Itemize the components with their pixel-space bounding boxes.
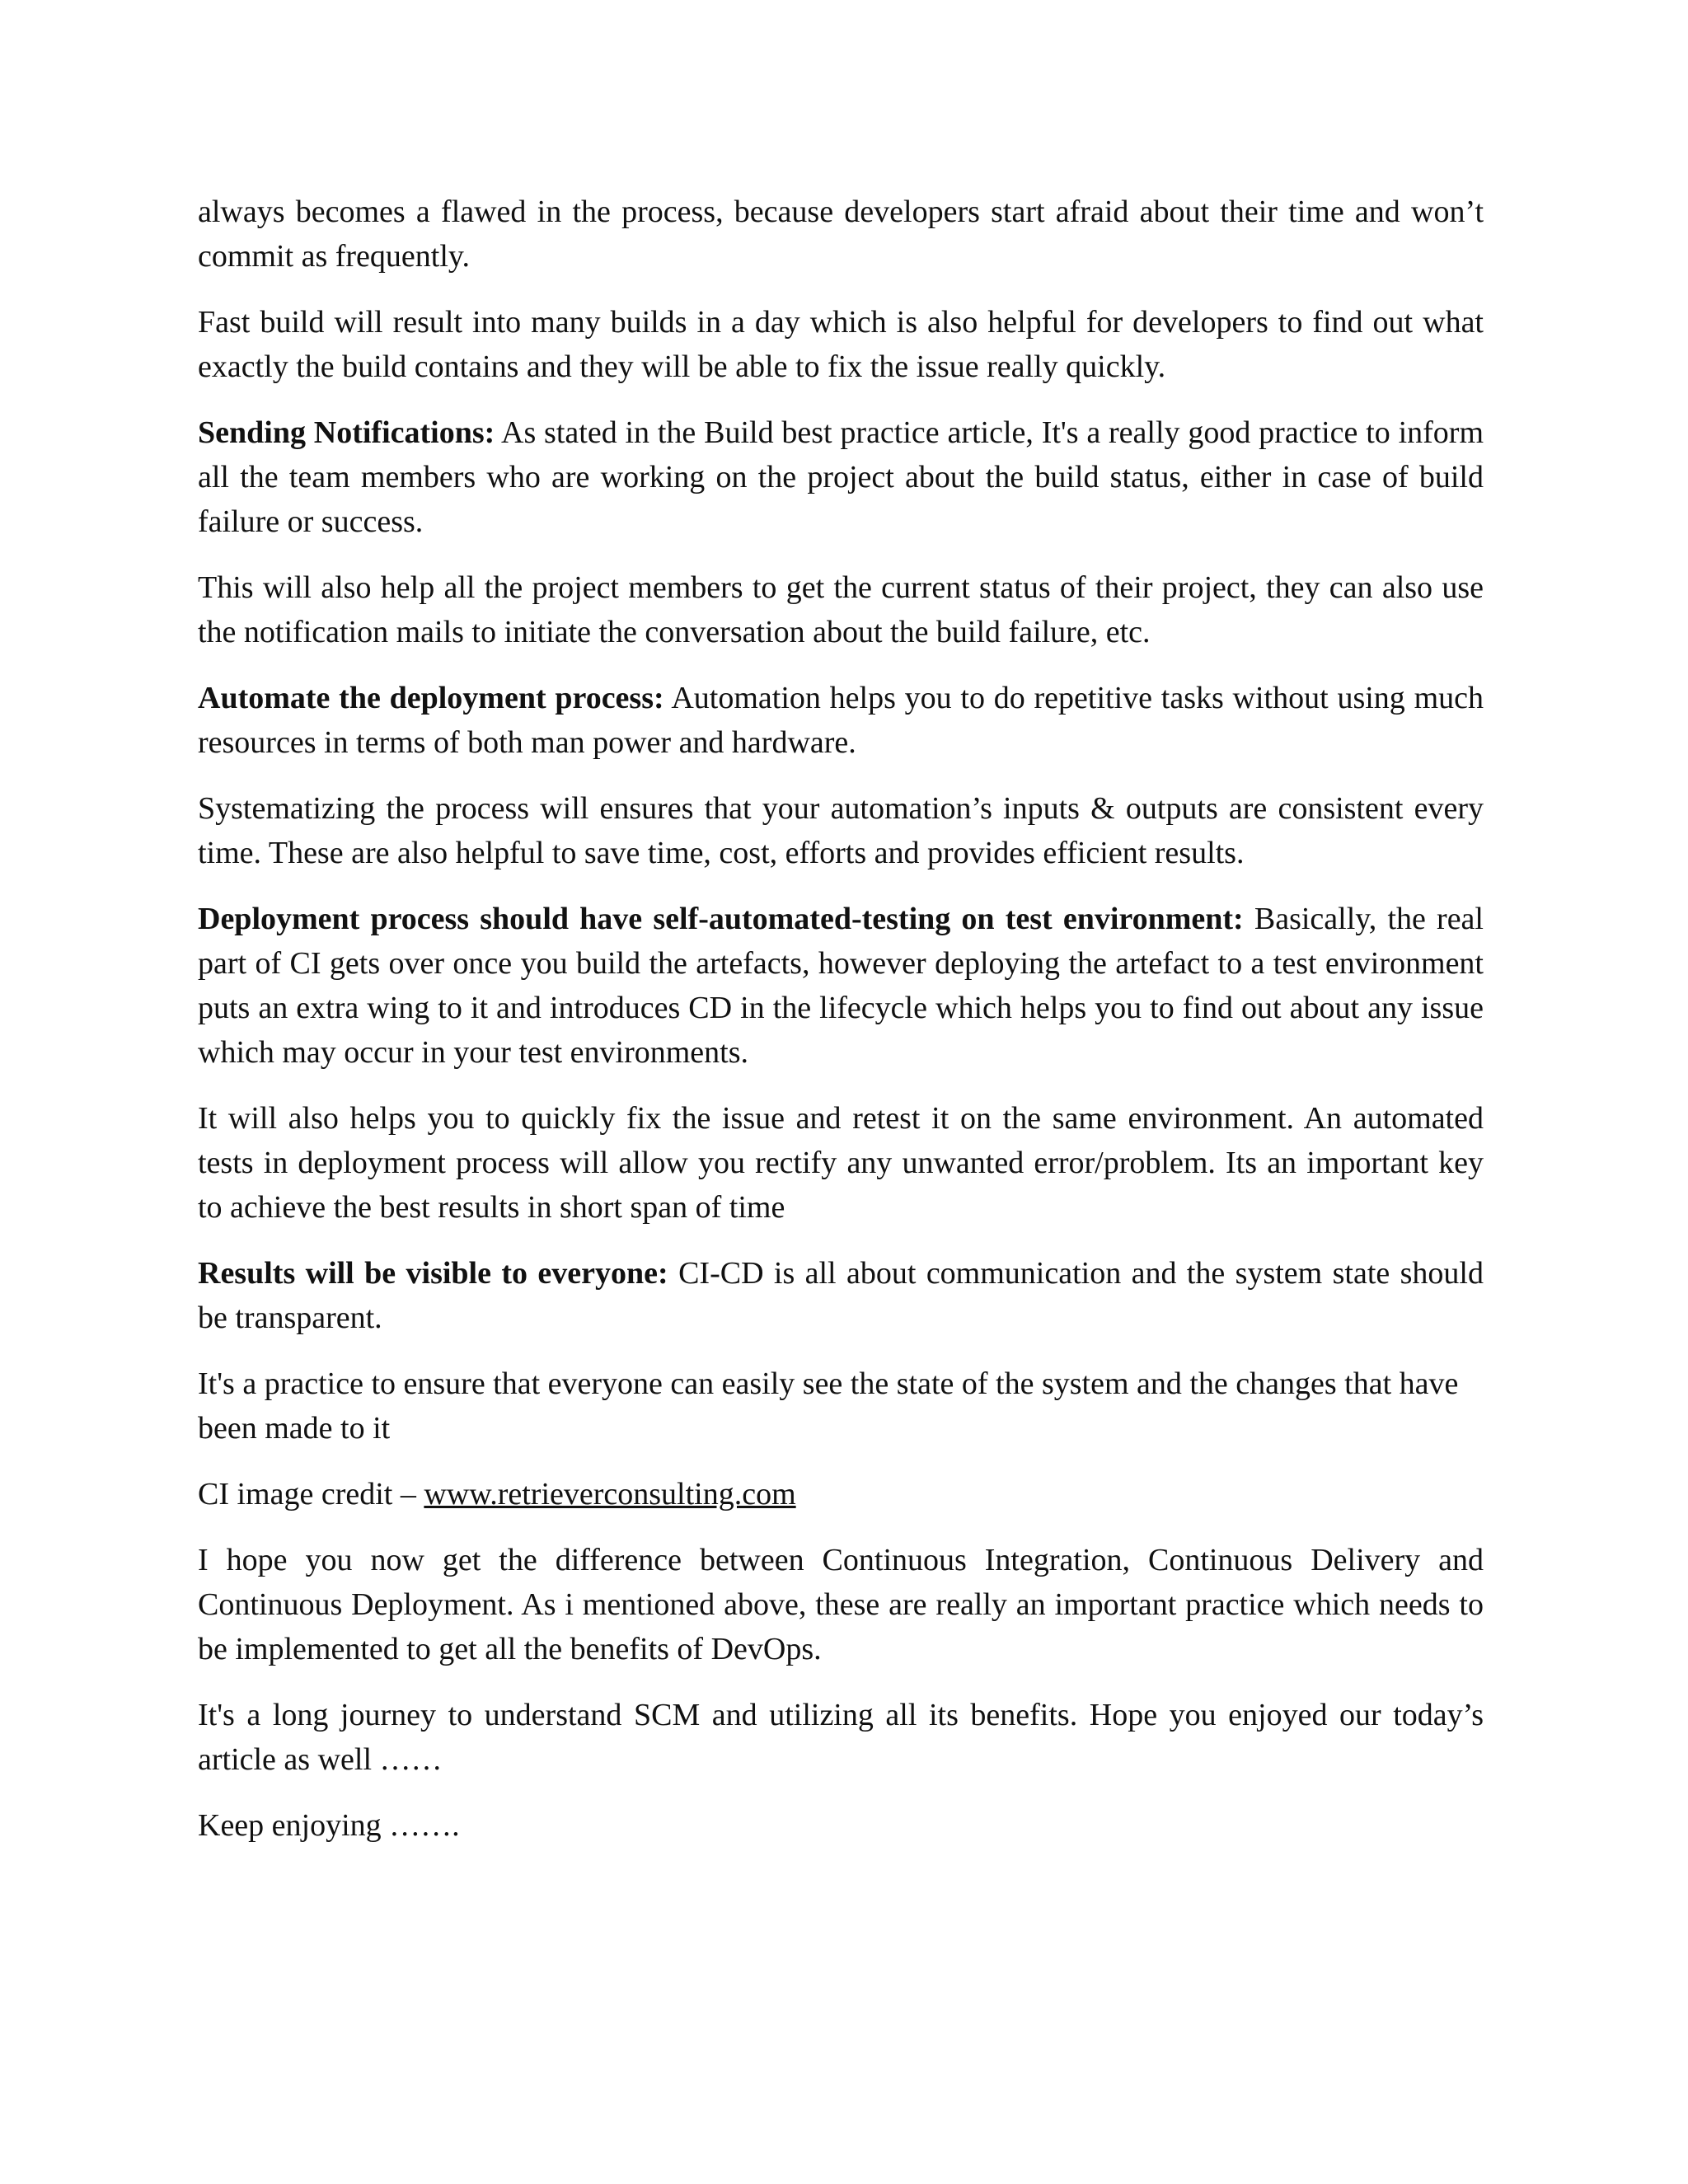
paragraph-text: As stated in the Build best practice article, It's a really good practice to inform all the team members who are working on the project about the build status, either in case of build failure or success.	[198, 415, 1484, 539]
paragraph-text: It's a practice to ensure that everyone can easily see the state of the system and the changes that have been made to it	[198, 1366, 1459, 1446]
section-heading: Sending Notifications:	[198, 415, 495, 450]
paragraph-systematizing	[198, 786, 1484, 875]
paragraph-text: It will also helps you to quickly fix the issue and retest it on the same environment. An automated tests in deployment process will allow you rectify any unwanted error/problem. Its an important key to achieve the best results in short span of time	[198, 1101, 1484, 1225]
image-credit	[198, 1472, 1484, 1516]
paragraph-self-automated-testing	[198, 897, 1484, 1075]
paragraph-text: This will also help all the project members to get the current status of their project, they can also use the notification mails to initiate the conversation about the build failure, etc.	[198, 570, 1484, 649]
paragraph-closing-difference	[198, 1538, 1484, 1671]
paragraph-commit-frequency	[198, 190, 1484, 279]
document-page	[198, 190, 1484, 1869]
paragraph-results-visible	[198, 1251, 1484, 1340]
paragraph-automate-deployment	[198, 676, 1484, 765]
credit-prefix: CI image credit –	[198, 1477, 424, 1511]
paragraph-text: Systematizing the process will ensures that your automation’s inputs & outputs are consistent every time. These are also helpful to save time, cost, efforts and provides efficient results.	[198, 791, 1484, 870]
paragraph-quick-fix	[198, 1096, 1484, 1230]
paragraph-text: Automation helps you to do repetitive tasks without using much resources in terms of both man power and hardware.	[198, 681, 1484, 760]
paragraph-closing-journey	[198, 1693, 1484, 1782]
paragraph-text: It's a long journey to understand SCM and utilizing all its benefits. Hope you enjoyed our today’s article as well ……	[198, 1698, 1484, 1777]
paragraph-text: always becomes a flawed in the process, because developers start afraid about their time and won’t commit as frequently.	[198, 194, 1484, 274]
paragraph-keep-enjoying	[198, 1803, 1484, 1848]
section-heading: Automate the deployment process:	[198, 681, 664, 715]
paragraph-fast-build	[198, 300, 1484, 389]
section-heading: Results will be visible to everyone:	[198, 1256, 668, 1291]
paragraph-system-state	[198, 1361, 1484, 1451]
paragraph-text: CI-CD is all about communication and the system state should be transparent.	[198, 1256, 1484, 1335]
paragraph-text: Fast build will result into many builds in a day which is also helpful for developers to find out what exactly the build contains and they will be able to fix the issue really quickly.	[198, 305, 1484, 384]
paragraph-notification-status	[198, 565, 1484, 654]
paragraph-text: I hope you now get the difference between Continuous Integration, Continuous Delivery and Continuous Deployment. As i mentioned above, these are really an important practice which needs to be implemented to get all the benefits of DevOps.	[198, 1543, 1484, 1666]
paragraph-text: Keep enjoying …….	[198, 1808, 460, 1843]
paragraph-text: Basically, the real part of CI gets over once you build the artefacts, however deploying the artefact to a test environment puts an extra wing to it and introduces CD in the lifecycle which helps you to find out about any issue which may occur in your test environments.	[198, 902, 1484, 1070]
paragraph-sending-notifications	[198, 410, 1484, 544]
section-heading: Deployment process should have self-automated-testing on test environment:	[198, 902, 1244, 936]
credit-link[interactable]: www.retrieverconsulting.com	[424, 1477, 796, 1511]
